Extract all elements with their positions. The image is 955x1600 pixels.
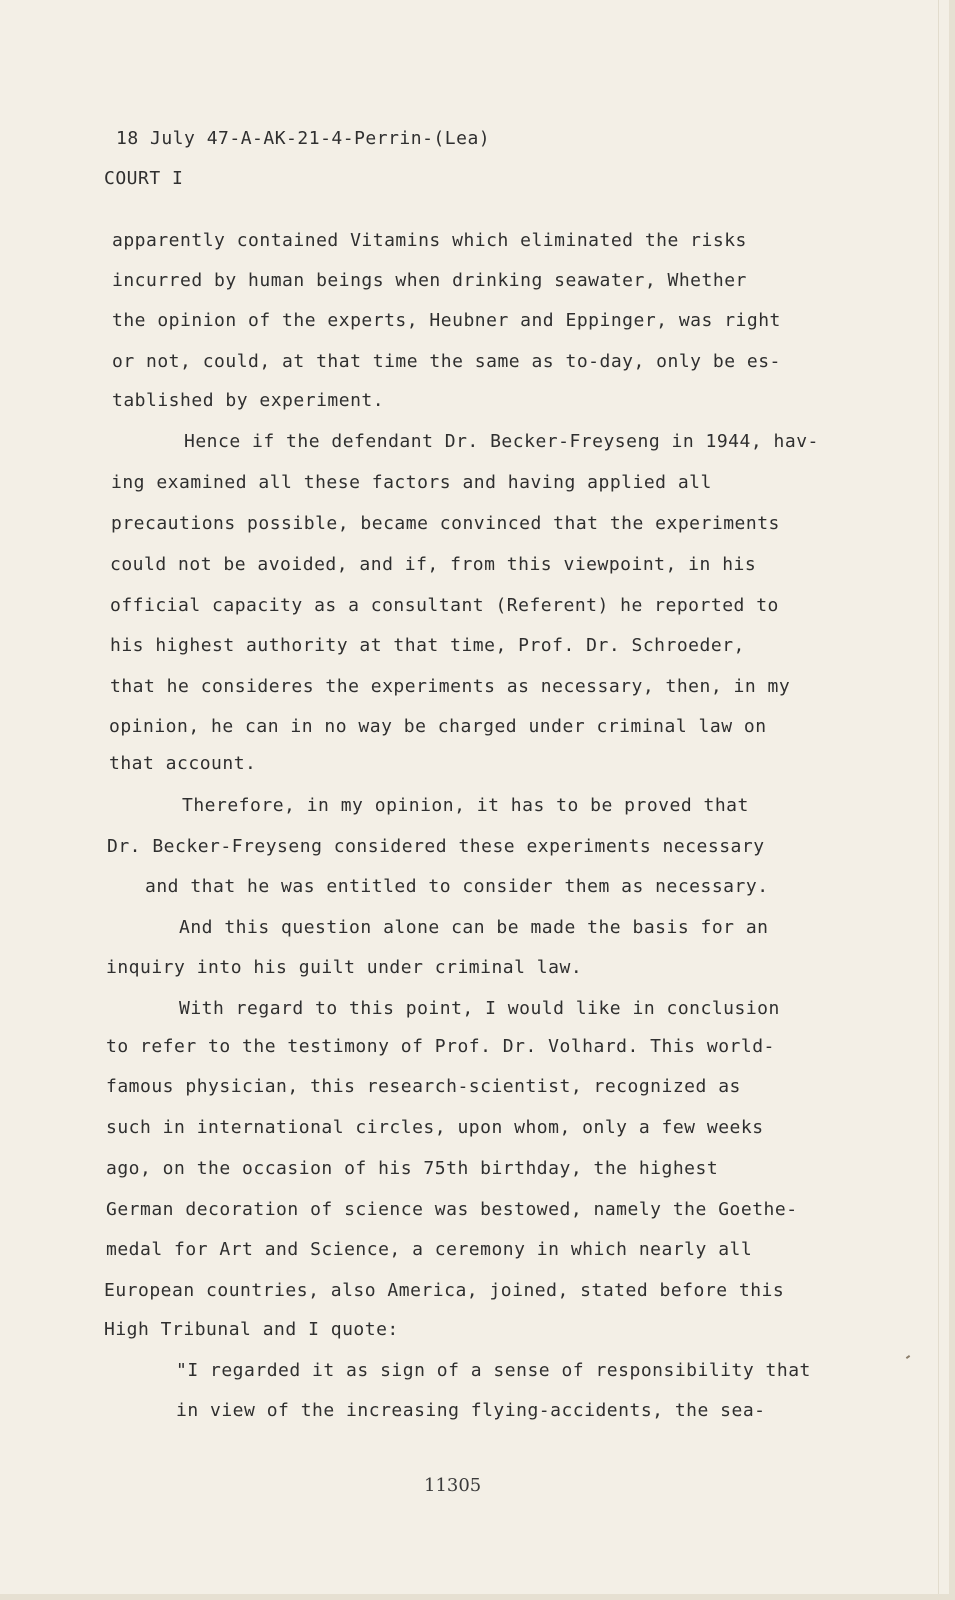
text-line: the opinion of the experts, Heubner and Eppinger, was right [112, 310, 781, 331]
text-line: precautions possible, became convinced that the experiments [111, 513, 780, 534]
text-line: famous physician, this research-scientist, recognized as [106, 1076, 741, 1097]
text-line: "I regarded it as sign of a sense of responsibility that [176, 1360, 811, 1381]
text-line: ing examined all these factors and having applied all [111, 472, 712, 493]
text-line: or not, could, at that time the same as to-day, only be es- [112, 351, 781, 372]
text-line: European countries, also America, joined, stated before this [104, 1280, 785, 1301]
text-line: And this question alone can be made the basis for an [179, 917, 769, 938]
text-line: apparently contained Vitamins which eliminated the risks [112, 230, 747, 251]
text-line: opinion, he can in no way be charged under criminal law on [109, 716, 767, 737]
text-line: such in international circles, upon whom, only a few weeks [106, 1117, 764, 1138]
text-line: With regard to this point, I would like in conclusion [179, 998, 780, 1019]
text-line: in view of the increasing flying-accidents, the sea- [176, 1400, 766, 1421]
text-line: inquiry into his guilt under criminal law. [106, 957, 583, 978]
text-line: his highest authority at that time, Prof. Dr. Schroeder, [110, 635, 745, 656]
text-line: Hence if the defendant Dr. Becker-Freyseng in 1944, hav- [184, 431, 819, 452]
text-line: incurred by human beings when drinking seawater, Whether [112, 270, 747, 291]
text-line: to refer to the testimony of Prof. Dr. Volhard. This world- [106, 1036, 775, 1057]
text-line: that account. [109, 753, 257, 774]
text-line: High Tribunal and I quote: [104, 1319, 399, 1340]
text-line: that he consideres the experiments as necessary, then, in my [110, 676, 791, 697]
text-line: could not be avoided, and if, from this viewpoint, in his [110, 554, 757, 575]
text-line: tablished by experiment. [112, 390, 385, 411]
text-line: Dr. Becker-Freyseng considered these experiments necessary [107, 836, 765, 857]
text-line: and that he was entitled to consider them as necessary. [145, 876, 769, 897]
text-line: official capacity as a consultant (Referent) he reported to [110, 595, 779, 616]
text-line: German decoration of science was bestowed, namely the Goethe- [106, 1199, 798, 1220]
header-court: COURT I [104, 168, 184, 189]
header-date-reference: 18 July 47-A-AK-21-4-Perrin-(Lea) [116, 128, 491, 149]
text-line: ago, on the occasion of his 75th birthday, the highest [106, 1158, 719, 1179]
text-line: medal for Art and Science, a ceremony in which nearly all [106, 1239, 753, 1260]
text-line: Therefore, in my opinion, it has to be proved that [182, 795, 749, 816]
page-number: 11305 [424, 1475, 482, 1496]
